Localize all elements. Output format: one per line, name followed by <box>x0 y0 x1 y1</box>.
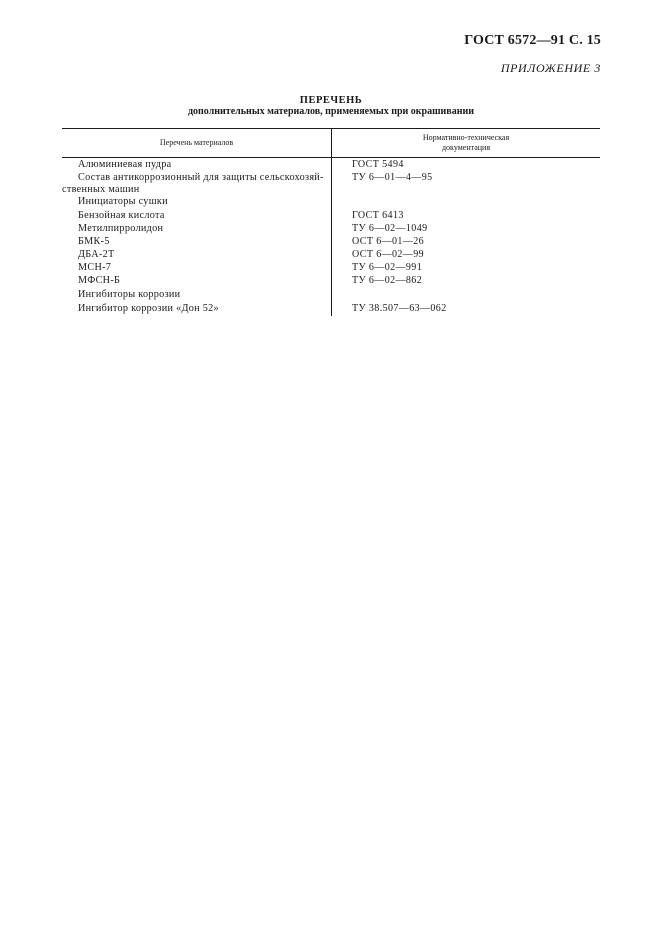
table-row-name: Инициаторы сушки <box>78 196 168 207</box>
table-row-name: МСН-7 <box>78 262 112 273</box>
table-row-name: БМК-5 <box>78 236 110 247</box>
document-reference: ГОСТ 6572—91 С. 15 <box>464 33 601 48</box>
table-row-doc: ГОСТ 6413 <box>352 210 404 221</box>
table-row-name: ДБА-2Т <box>78 249 115 260</box>
column-header-materials: Перечень материалов <box>159 138 234 147</box>
table-row-doc: ТУ 6—01—4—95 <box>352 172 433 183</box>
table-row-name-continuation: ственных машин <box>62 184 140 195</box>
table-row-name: Метилпирролидон <box>78 223 164 234</box>
table-row-doc: ОСТ 6—02—99 <box>352 249 425 260</box>
table-column-divider <box>331 128 332 316</box>
column-header-docs-line1: Нормативно-техническая <box>422 133 510 142</box>
materials-table <box>62 128 600 316</box>
column-header-docs-line2: документация <box>441 143 491 152</box>
list-title: ПЕРЕЧЕНЬ <box>299 95 363 106</box>
table-row-name: Состав антикоррозионный для защиты сельскохозяй- <box>78 172 324 183</box>
table-row-name: Ингибитор коррозии «Дон 52» <box>78 303 219 314</box>
table-row-name: МФСН-Б <box>78 275 121 286</box>
table-row-doc: ОСТ 6—01—26 <box>352 236 425 247</box>
table-row-name: Бензойная кислота <box>78 210 165 221</box>
table-row-doc: ГОСТ 5494 <box>352 159 404 170</box>
table-row-doc: ТУ 6—02—991 <box>352 262 423 273</box>
list-subtitle: дополнительных материалов, применяемых при окрашивании <box>187 106 474 117</box>
table-row-name: Ингибиторы коррозии <box>78 289 181 300</box>
table-row-doc: ТУ 6—02—862 <box>352 275 423 286</box>
table-row-name: Алюминиевая пудра <box>78 159 172 170</box>
table-row-doc: ТУ 6—02—1049 <box>352 223 428 234</box>
table-row-doc: ТУ 38.507—63—062 <box>352 303 447 314</box>
appendix-label: ПРИЛОЖЕНИЕ 3 <box>500 61 601 75</box>
column-header-docs <box>332 133 600 153</box>
